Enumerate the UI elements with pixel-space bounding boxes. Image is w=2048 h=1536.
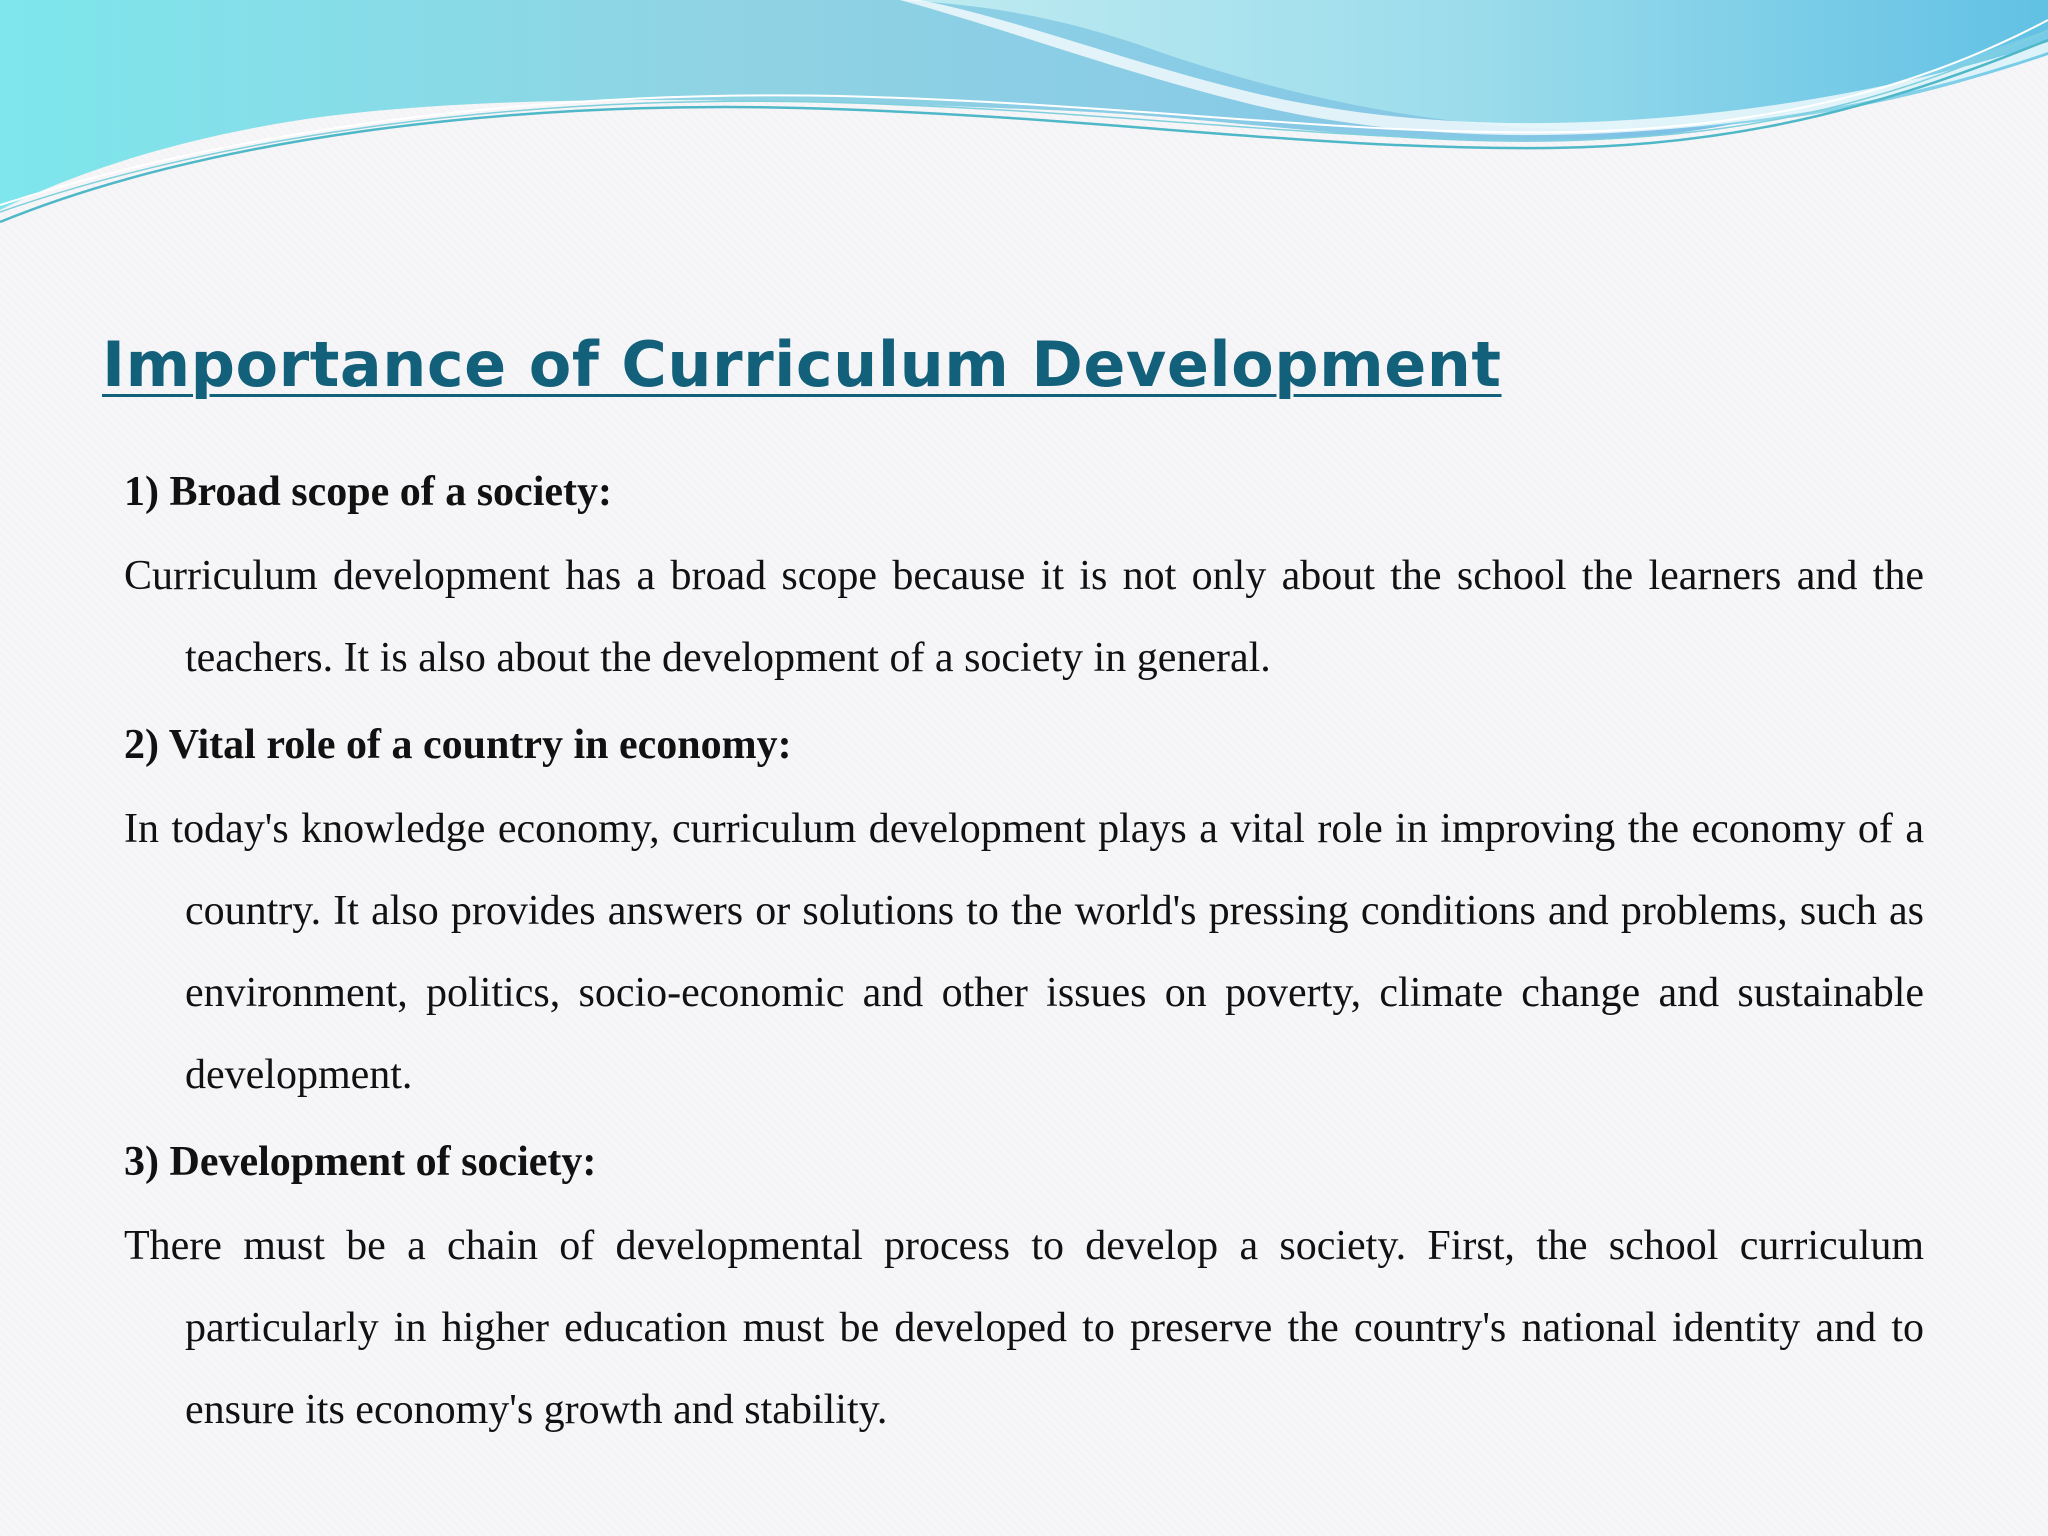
header-wave-decoration <box>0 0 2048 240</box>
section-body-vital-role: In today's knowledge economy, curriculum development plays a vital role in improving the economy of a country. It also provides answers or solutions to the world's pressing conditions and problems, such as environment, politics, socio-economic and other issues on poverty, climate change and sustainable development. <box>124 806 1924 1098</box>
section-heading-broad-scope: 1) Broad scope of a society: <box>124 469 612 515</box>
section-heading-development-of-society: 3) Development of society: <box>124 1139 597 1185</box>
slide-title: Importance of Curriculum Development <box>102 328 1502 401</box>
section-body-development-of-society: There must be a chain of developmental process to develop a society. First, the school curriculum particularly in higher education must be developed to preserve the country's national identity and to ensure its economy's growth and stability. <box>124 1223 1924 1433</box>
slide-content <box>124 462 1924 1467</box>
section-body-broad-scope: Curriculum development has a broad scope because it is not only about the school the learners and the teachers. It is also about the development of a society in general. <box>124 553 1924 681</box>
section-heading-vital-role: 2) Vital role of a country in economy: <box>124 722 792 768</box>
